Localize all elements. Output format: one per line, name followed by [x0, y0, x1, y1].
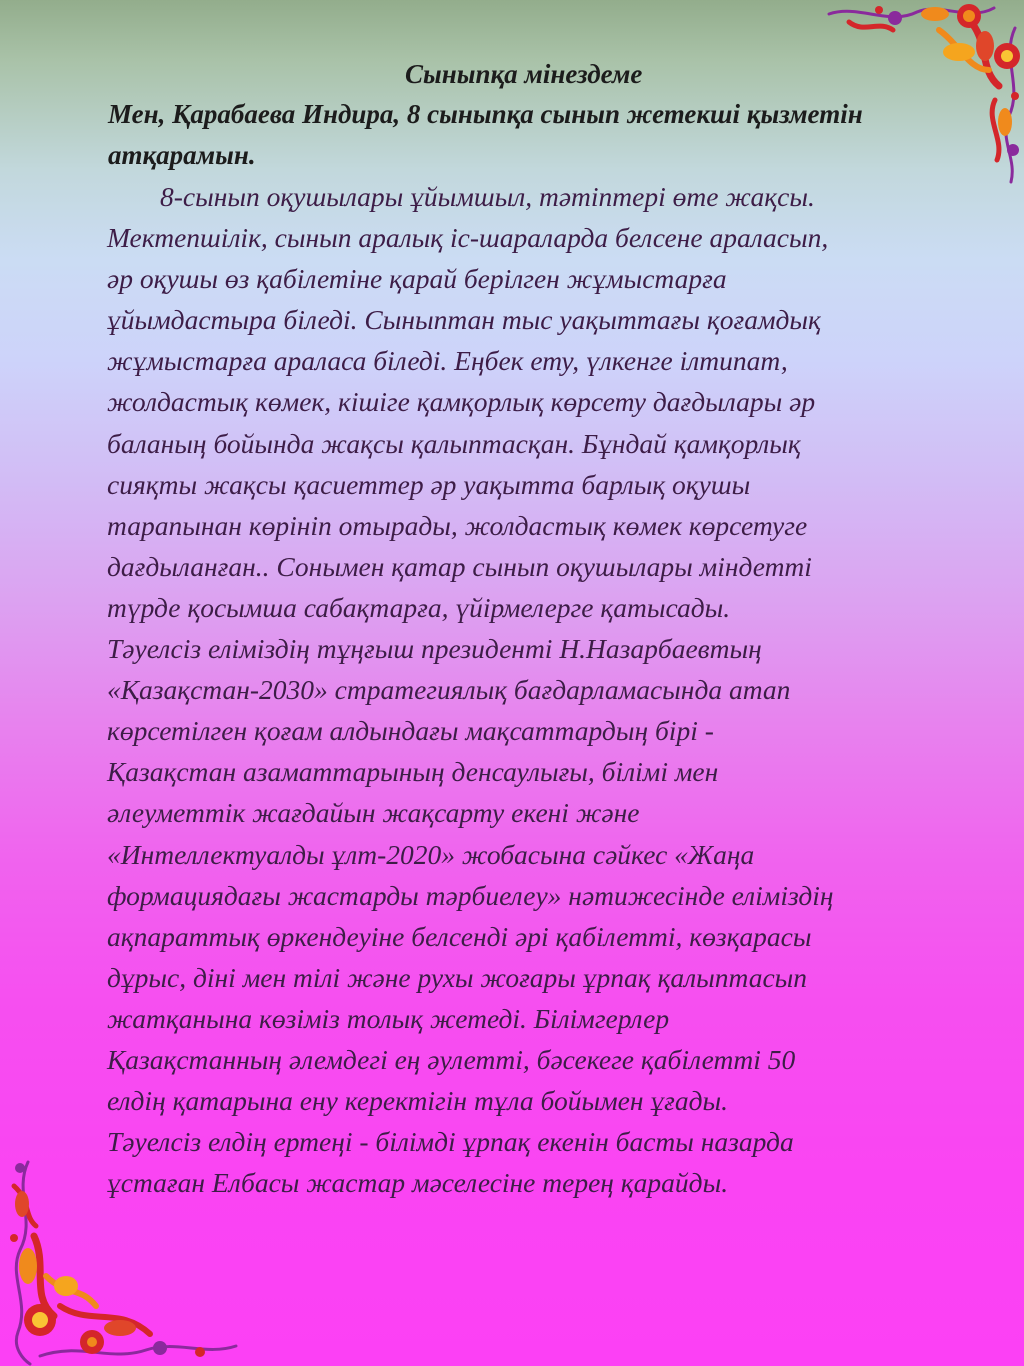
body-line: ұстаған Елбасы жастар мәселесіне терең қарайды.: [107, 1167, 729, 1199]
page-title: Сыныпқа мінездеме: [405, 59, 643, 89]
body-line: елдің қатарына ену керектігін тұла бойымен ұғады.: [107, 1085, 729, 1117]
intro-statement: Мен, Қарабаева Индира, 8 сыныпқа сынып жетекші қызметін атқарамын.: [108, 99, 863, 170]
body-line: түрде қосымша сабақтарға, үйірмелерге қатысады.: [107, 591, 731, 623]
body-line: әлеуметтік жағдайын жақсарту екені және: [107, 797, 640, 829]
body-text: [107, 176, 1017, 1203]
body-line: ұйымдастыра біледі. Сыныптан тыс уақыттағы қоғамдық: [107, 304, 821, 336]
body-line: ақпараттық өркендеуіне белсенді әрі қабілетті, көзқарасы: [107, 920, 812, 952]
body-line: дағдыланған.. Сонымен қатар сынып оқушылары міндетті: [107, 550, 812, 582]
body-line: Мектепшілік, сынып аралық іс-шараларда белсене араласып,: [107, 222, 829, 254]
body-line: Қазақстанның әлемдегі ең әулетті, бәсекеге қабілетті 50: [107, 1043, 796, 1075]
ornamental-corner-icon: [0, 1156, 240, 1366]
body-line: әр оқушы өз қабілетіне қарай берілген жұмыстарға: [107, 263, 727, 295]
body-line: көрсетілген қоғам алдындағы мақсаттардың бірі -: [107, 715, 714, 747]
body-line: тарапынан көрініп отырады, жолдастық көмек көрсетуге: [107, 509, 808, 541]
body-line: баланың бойында жақсы қалыптасқан. Бұндай қамқорлық: [107, 427, 801, 459]
body-line: жолдастық көмек, кішіге қамқорлық көрсету дағдылары әр: [107, 386, 816, 418]
body-line: жатқанына көзіміз толық жетеді. Білімгерлер: [107, 1002, 670, 1034]
body-line: сияқты жақсы қасиеттер әр уақытта барлық оқушы: [107, 468, 751, 500]
body-line: дұрыс, діні мен тілі және рухы жоғары ұрпақ қалыптасып: [107, 961, 808, 993]
body-line: 8-сынып оқушылары ұйымшыл, тәтіптері өте жақсы.: [160, 181, 815, 212]
body-line: Тәуелсіз еліміздің тұңғыш президенті Н.Назарбаевтың: [107, 633, 762, 665]
body-line: Тәуелсіз елдің ертеңі - білімді ұрпақ екенін басты назарда: [107, 1126, 794, 1158]
body-line: «Интеллектуалды ұлт-2020» жобасына сәйкес «Жаңа: [107, 838, 755, 870]
body-line: «Қазақстан-2030» стратегиялық бағдарламасында атап: [107, 674, 791, 706]
body-line: формациядағы жастарды тәрбиелеу» нәтижесінде еліміздің: [107, 879, 834, 911]
body-line: Қазақстан азаматтарының денсаулығы, білімі мен: [107, 756, 719, 788]
body-line: жұмыстарға араласа біледі. Еңбек ету, үлкенге ілтипат,: [107, 345, 788, 377]
